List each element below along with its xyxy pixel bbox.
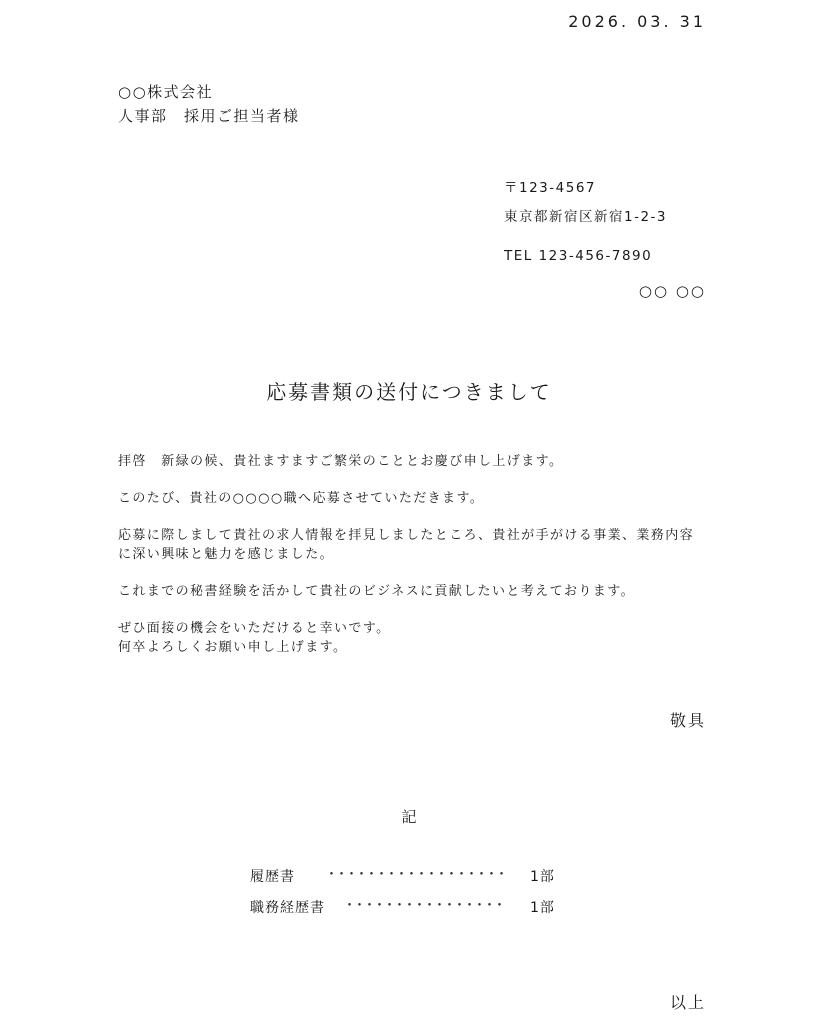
closing-word: 敬具 <box>669 711 706 730</box>
sender-postal-code: 〒123-4567 <box>504 180 596 196</box>
enclosure-count: 1部 <box>530 900 555 916</box>
body-paragraph-interest: 応募に際しまして貴社の求人情報を拝見しましたところ、貴社が手がける事業、業務内容に深い興味と魅力を感じました。 <box>118 528 695 562</box>
body-paragraph-application: このたび、貴社の○○○○職へ応募させていただきます。 <box>118 491 485 506</box>
greeting-paragraph: 拝啓 新緑の候、貴社ますますご繁栄のこととお慶び申し上げます。 <box>118 454 564 469</box>
ki-heading: 記 <box>401 808 417 826</box>
enclosure-item <box>250 897 570 928</box>
recipient-department: 人事部 採用ご担当者様 <box>118 107 300 125</box>
end-mark: 以上 <box>669 993 706 1012</box>
letter-title: 応募書類の送付につきまして <box>266 380 552 404</box>
enclosure-count: 1部 <box>530 869 555 885</box>
body-paragraph-request <box>118 619 708 657</box>
recipient-block <box>118 80 300 128</box>
enclosure-item <box>250 866 570 897</box>
letter-date: 2026. 03. 31 <box>568 12 706 31</box>
enclosure-name: 職務経歴書 <box>250 900 325 916</box>
recipient-company: ○○株式会社 <box>118 83 214 101</box>
sender-address: 東京都新宿区新宿1-2-3 <box>504 209 668 225</box>
enclosure-list <box>250 866 570 928</box>
enclosure-name: 履歴書 <box>250 869 295 885</box>
leader-dots: ････････････････ <box>346 898 506 914</box>
letter-body <box>118 452 708 675</box>
request-line-1: ぜひ面接の機会をいただけると幸いです。 <box>118 621 391 636</box>
sender-tel: TEL 123-456-7890 <box>504 248 653 264</box>
sender-name: ○○ ○○ <box>638 282 706 300</box>
leader-dots: ･･････････････････ <box>328 867 508 883</box>
body-paragraph-contribution: これまでの秘書経験を活かして貴社のビジネスに貢献したいと考えております。 <box>118 584 635 599</box>
request-line-2: 何卒よろしくお願い申し上げます。 <box>118 640 348 655</box>
